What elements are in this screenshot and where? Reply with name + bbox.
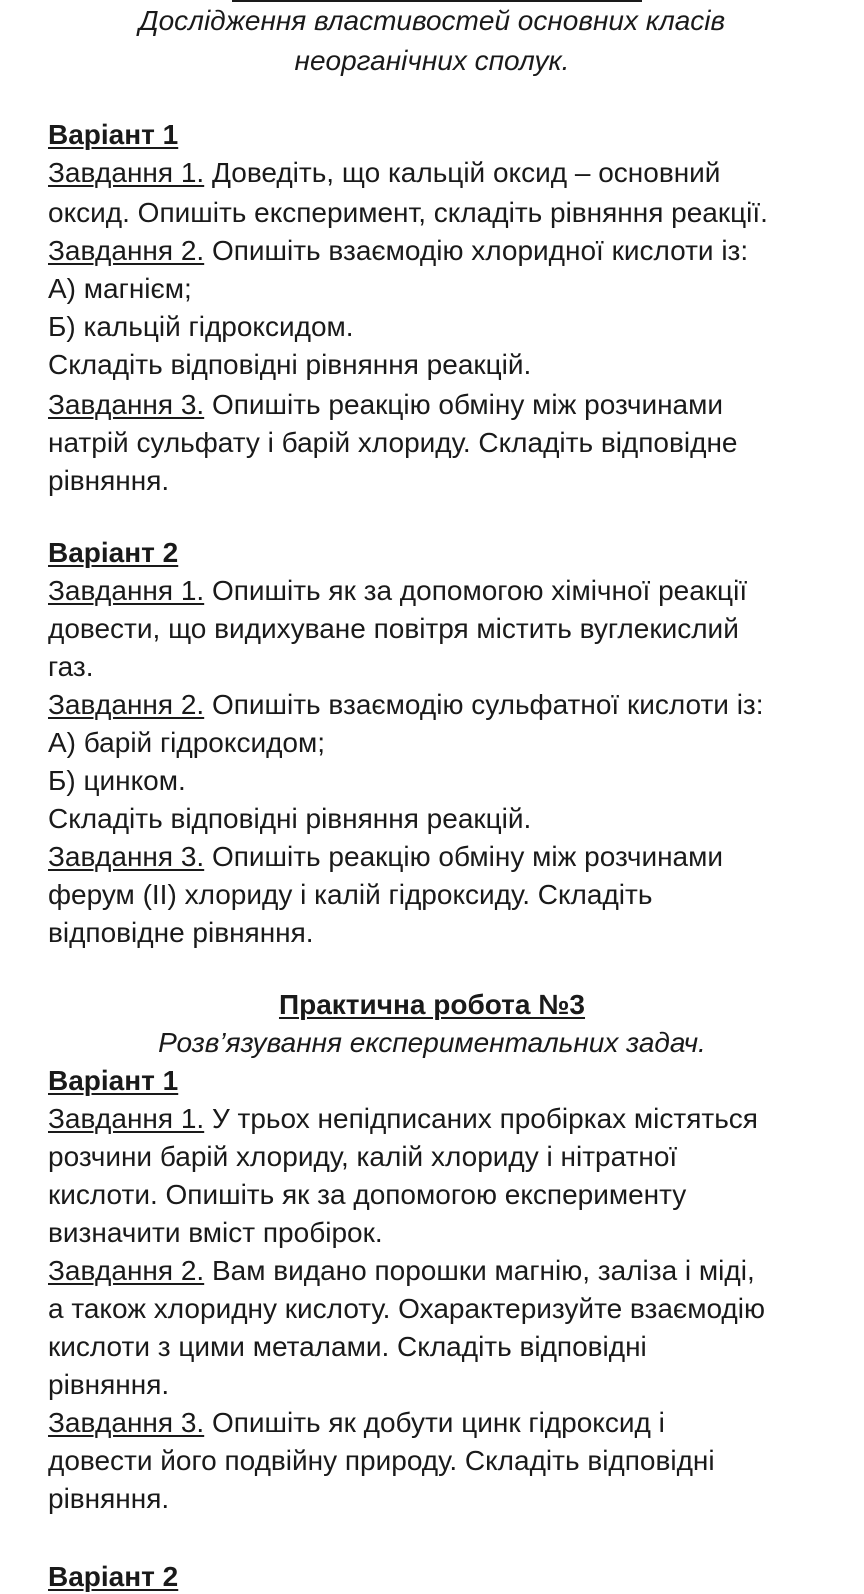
task-3-cont-2: рівняння. [48, 465, 170, 496]
task-1-cont-1: розчини барій хлориду, калій хлориду і нітратної [48, 1141, 678, 1172]
task-label: Завдання 3. [48, 389, 205, 420]
task-3-cont-2: відповідне рівняння. [48, 917, 314, 948]
task-label: Завдання 1. [48, 1103, 205, 1134]
variant-1-heading: Варіант 1 [48, 119, 179, 150]
task-label: Завдання 2. [48, 1255, 205, 1286]
task-2-instruction: Складіть відповідні рівняння реакцій. [48, 803, 532, 834]
task-label: Завдання 3. [48, 841, 205, 872]
task-1-cont-3: визначити вміст пробірок. [48, 1217, 383, 1248]
task-1-cont: оксид. Опишіть експеримент, складіть рівняння реакції. [48, 197, 768, 228]
task-1-cont-2: газ. [48, 651, 94, 682]
pr3-variant-2-heading: Варіант 2 [48, 1561, 179, 1592]
task-1-cont-1: довести, що видихуване повітря містить вуглекислий [48, 613, 739, 644]
task-1 [48, 1102, 758, 1136]
practical-work-3-title [0, 988, 864, 1022]
task-text: У трьох непідписаних пробірках містяться [204, 1103, 758, 1134]
practical-work-3-subtitle: Розв’язування експериментальних задач. [158, 1027, 706, 1058]
task-2-option-a: А) барій гідроксидом; [48, 727, 326, 758]
title-text: Практична робота №3 [278, 989, 586, 1020]
task-3-cont-1: натрій сульфату і барій хлориду. Складіть відповідне [48, 427, 738, 458]
task-label: Завдання 3. [48, 1407, 205, 1438]
task-text: Опишіть реакцію обміну між розчинами [204, 389, 724, 420]
task-label: Завдання 1. [48, 575, 205, 606]
task-3 [48, 388, 723, 422]
task-2 [48, 234, 748, 268]
task-2-cont-1: а також хлоридну кислоту. Охарактеризуйте взаємодію [48, 1293, 765, 1324]
task-1-cont-2: кислоти. Опишіть як за допомогою експерименту [48, 1179, 687, 1210]
task-text: Доведіть, що кальцій оксид – основний [204, 157, 721, 188]
task-3-cont-2: рівняння. [48, 1483, 170, 1514]
task-text: Опишіть як добути цинк гідроксид і [204, 1407, 665, 1438]
cut-off-heading-underline [232, 0, 642, 2]
task-3 [48, 1406, 665, 1440]
task-text: Опишіть реакцію обміну між розчинами [204, 841, 724, 872]
variant-2-heading: Варіант 2 [48, 537, 179, 568]
task-3-cont-1: ферум (II) хлориду і калій гідроксиду. Складіть [48, 879, 653, 910]
task-2-option-b: Б) цинком. [48, 765, 186, 796]
task-2-option-b: Б) кальцій гідроксидом. [48, 311, 354, 342]
task-2 [48, 1254, 755, 1288]
task-label: Завдання 2. [48, 235, 205, 266]
task-3 [48, 840, 723, 874]
task-label: Завдання 2. [48, 689, 205, 720]
task-label: Завдання 1. [48, 157, 205, 188]
task-2-instruction: Складіть відповідні рівняння реакцій. [48, 349, 532, 380]
task-2-cont-2: кислоти з цими металами. Складіть відповідні [48, 1331, 647, 1362]
task-1 [48, 156, 720, 190]
task-1 [48, 574, 747, 608]
pr3-variant-1-heading: Варіант 1 [48, 1065, 179, 1096]
topic-line-2: неорганічних сполук. [294, 45, 570, 76]
task-3-cont-1: довести його подвійну природу. Складіть відповідні [48, 1445, 715, 1476]
task-text: Вам видано порошки магнію, заліза і міді, [204, 1255, 755, 1286]
task-text: Опишіть як за допомогою хімічної реакції [204, 575, 748, 606]
task-text: Опишіть взаємодію хлоридної кислоти із: [204, 235, 749, 266]
task-text: Опишіть взаємодію сульфатної кислоти із: [204, 689, 764, 720]
topic-line-1: Дослідження властивостей основних класів [138, 5, 726, 36]
task-2-option-a: А) магнієм; [48, 273, 192, 304]
task-2 [48, 688, 764, 722]
task-2-cont-3: рівняння. [48, 1369, 170, 1400]
